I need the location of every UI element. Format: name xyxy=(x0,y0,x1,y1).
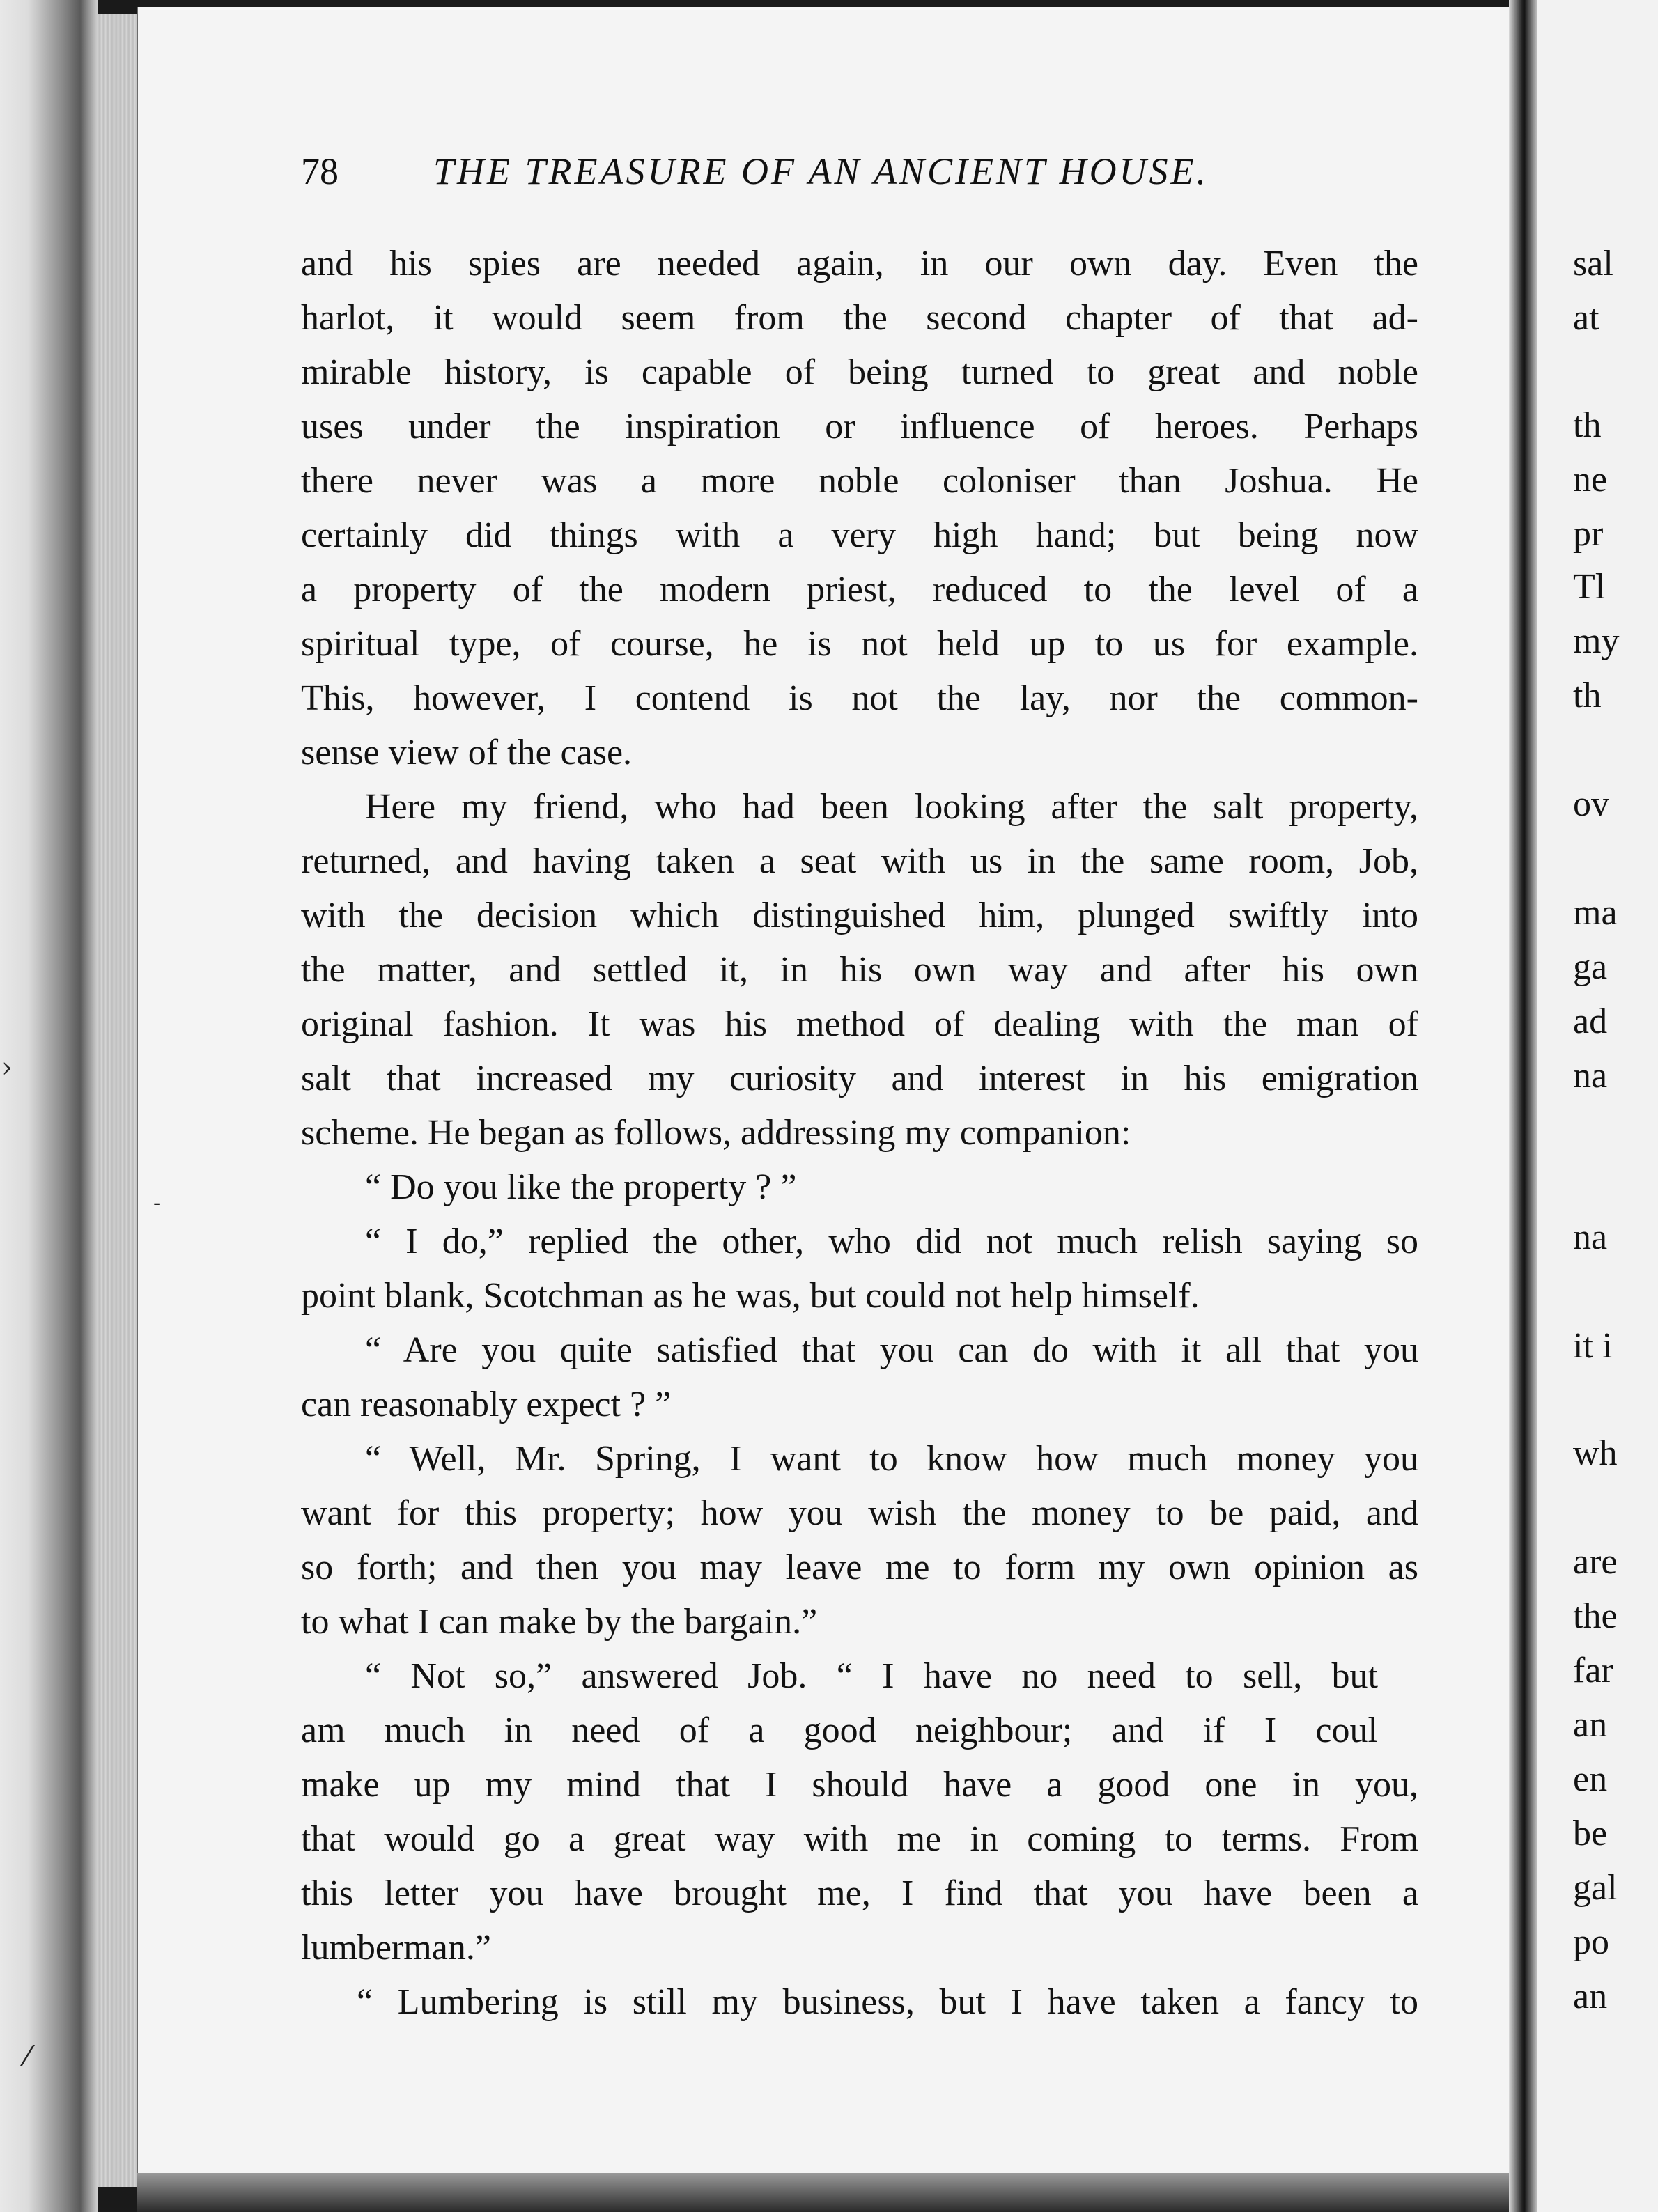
right-fragment: Tl xyxy=(1573,567,1606,607)
text-line: returned, and having taken a seat with us in the same room, Job, xyxy=(301,841,1418,881)
running-header xyxy=(301,150,1416,205)
right-fragment: my xyxy=(1573,621,1620,661)
text-line: “ Are you quite satisfied that you can do with it all that you xyxy=(365,1330,1418,1370)
text-line: mirable history, is capable of being turned to great and noble xyxy=(301,352,1418,392)
right-fragment: be xyxy=(1573,1814,1608,1853)
text-line: “ Lumbering is still my business, but I have taken a fancy to xyxy=(357,1982,1418,2022)
right-fragment: the xyxy=(1573,1596,1618,1636)
text-line: scheme. He began as follows, addressing my companion: xyxy=(301,1113,1131,1153)
text-line: make up my mind that I should have a good one in you, xyxy=(301,1765,1418,1805)
right-page-text xyxy=(1573,237,1658,2062)
right-fragment: wh xyxy=(1573,1433,1618,1473)
text-line: “ I do,” replied the other, who did not much relish saying so xyxy=(365,1222,1418,1261)
right-fragment: gal xyxy=(1573,1868,1618,1908)
running-title: THE TREASURE OF AN ANCIENT HOUSE. xyxy=(433,150,1209,192)
text-line: a property of the modern priest, reduced to the level of a xyxy=(301,570,1418,609)
right-fragment: it i xyxy=(1573,1326,1613,1366)
text-line: uses under the inspiration or influence of heroes. Perhaps xyxy=(301,407,1418,446)
right-fragment: po xyxy=(1573,1922,1609,1962)
text-line: original fashion. It was his method of dealing with the man of xyxy=(301,1004,1418,1044)
text-line: Here my friend, who had been looking after the salt property, xyxy=(365,787,1418,827)
right-fragment: at xyxy=(1573,298,1599,338)
right-fragment: far xyxy=(1573,1651,1613,1690)
right-fragment: na xyxy=(1573,1056,1608,1096)
right-fragment: pr xyxy=(1573,514,1604,554)
text-line: harlot, it would seem from the second chapter of that ad- xyxy=(301,298,1418,338)
text-line: certainly did things with a very high hand; but being now xyxy=(301,515,1418,555)
text-line: “ Not so,” answered Job. “ I have no need to sell, but xyxy=(365,1656,1378,1696)
text-line: salt that increased my curiosity and interest in his emigration xyxy=(301,1059,1418,1098)
text-line: sense view of the case. xyxy=(301,733,633,772)
text-line: am much in need of a good neighbour; and if I coul xyxy=(301,1711,1378,1750)
book-left-edge xyxy=(0,0,98,2212)
page-bottom-shadow xyxy=(137,2173,1509,2212)
text-line: can reasonably expect ? ” xyxy=(301,1385,672,1424)
text-line: want for this property; how you wish the money to be paid, and xyxy=(301,1493,1418,1533)
page-number: 78 xyxy=(301,150,339,192)
right-fragment: an xyxy=(1573,1977,1608,2016)
right-fragment: are xyxy=(1573,1542,1618,1582)
right-fragment: sal xyxy=(1573,244,1613,283)
margin-dash: - xyxy=(153,1191,161,1215)
text-line: this letter you have brought me, I find that you have been a xyxy=(301,1874,1418,1913)
right-fragment: ad xyxy=(1573,1002,1608,1041)
right-fragment: ga xyxy=(1573,947,1608,987)
text-line: that would go a great way with me in coming to terms. From xyxy=(301,1819,1418,1859)
text-line: and his spies are needed again, in our own day. Even the xyxy=(301,244,1418,283)
text-line: the matter, and settled it, in his own way and after his own xyxy=(301,950,1418,990)
body-text xyxy=(301,237,1418,2030)
right-fragment: en xyxy=(1573,1759,1608,1799)
text-line: lumberman.” xyxy=(301,1928,491,1968)
right-fragment: th xyxy=(1573,676,1602,715)
right-fragment: ov xyxy=(1573,784,1609,824)
text-line: to what I can make by the bargain.” xyxy=(301,1602,818,1642)
right-fragment: na xyxy=(1573,1217,1608,1257)
text-line: spiritual type, of course, he is not held up to us for example. xyxy=(301,624,1418,664)
text-line: This, however, I contend is not the lay, nor the common- xyxy=(301,678,1418,718)
text-line: “ Well, Mr. Spring, I want to know how much money you xyxy=(365,1439,1418,1479)
book-gutter xyxy=(1509,0,1537,2212)
text-line: “ Do you like the property ? ” xyxy=(365,1167,797,1207)
margin-mark: ⁄ xyxy=(25,2041,30,2073)
text-line: there never was a more noble coloniser than Joshua. He xyxy=(301,461,1418,501)
right-fragment: ne xyxy=(1573,460,1608,499)
right-fragment: ma xyxy=(1573,893,1618,933)
right-fragment: th xyxy=(1573,405,1602,445)
text-line: with the decision which distinguished him, plunged swiftly into xyxy=(301,896,1418,935)
text-line: so forth; and then you may leave me to form my own opinion as xyxy=(301,1548,1418,1587)
margin-speck: › xyxy=(1,1052,13,1084)
text-line: point blank, Scotchman as he was, but could not help himself. xyxy=(301,1276,1200,1316)
right-fragment: an xyxy=(1573,1705,1608,1745)
